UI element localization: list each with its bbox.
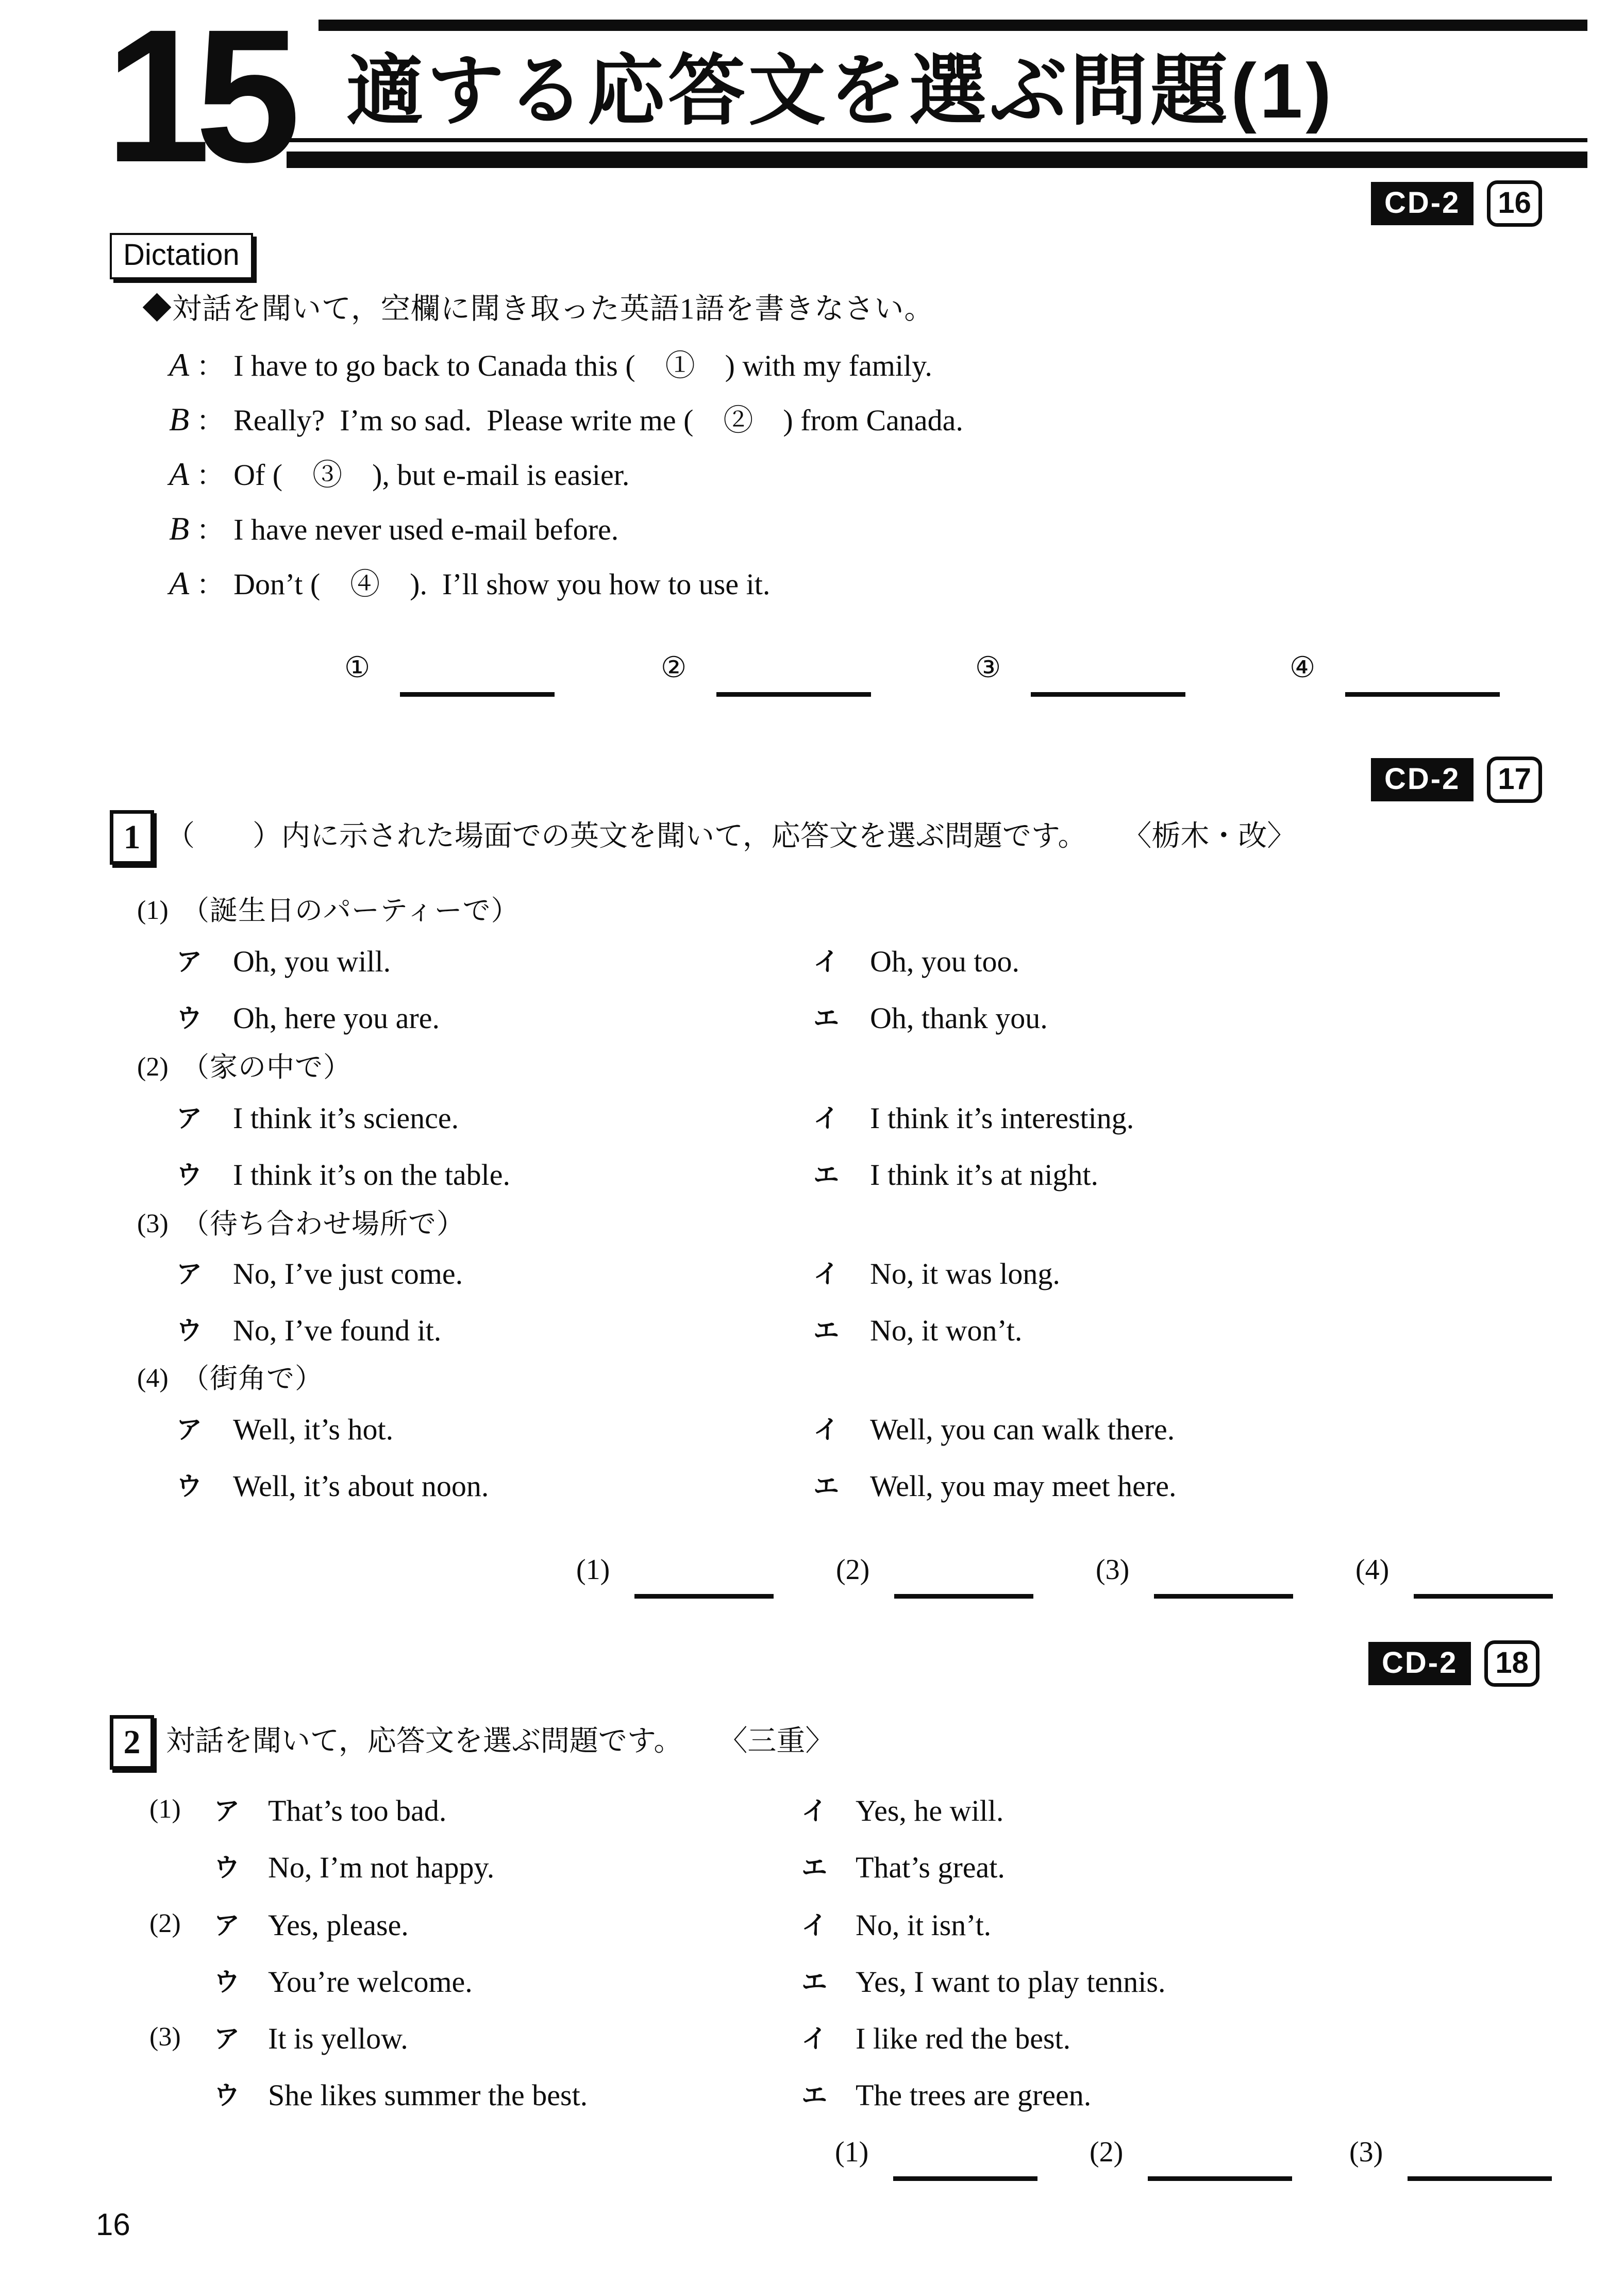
option-key: イ	[801, 1911, 827, 1940]
cd-label: CD-2	[1371, 758, 1474, 801]
option-key: ウ	[176, 1004, 202, 1033]
option-text: No, it was long.	[870, 1257, 1060, 1290]
cd-badge-17	[1371, 757, 1542, 803]
option-key: ウ	[176, 1316, 202, 1345]
option-text: The trees are green.	[856, 2078, 1092, 2112]
answer-blank-4	[1290, 653, 1500, 697]
speaker-colon: ：	[196, 406, 225, 437]
question-scene: （街角で）	[181, 1363, 323, 1394]
blank-line	[894, 1589, 1033, 1599]
answer-blank-s1-4	[1355, 1555, 1553, 1599]
option-text: I like red the best.	[856, 2022, 1071, 2055]
option-key: ア	[176, 1104, 202, 1133]
option-text: You’re welcome.	[268, 1965, 473, 1999]
option-key: イ	[813, 1104, 839, 1133]
option-key: イ	[801, 1797, 827, 1825]
option-text: That’s great.	[856, 1851, 1005, 1884]
dialogue-line	[169, 559, 770, 609]
option-text: Well, you can walk there.	[870, 1413, 1175, 1446]
cd-track-number: 16	[1487, 180, 1542, 227]
option-key: エ	[813, 1004, 839, 1033]
blank-label: (2)	[1090, 2136, 1124, 2168]
answer-blank-3	[975, 653, 1185, 697]
dialogue-text: Don’t ( ④ ). I’ll show you how to use it.	[233, 567, 771, 601]
option-text: No, it isn’t.	[856, 1908, 992, 1942]
option-key: ア	[214, 1797, 240, 1825]
dialogue-text: Really? I’m so sad. Please write me ( ② ) from Canada.	[233, 404, 963, 437]
question-scene: （誕生日のパーティーで）	[181, 895, 520, 926]
option-text: Well, you may meet here.	[870, 1469, 1177, 1503]
option-key: エ	[813, 1472, 839, 1501]
unit-number: 15	[105, 0, 286, 202]
option-key: エ	[813, 1161, 839, 1189]
speaker-colon: ：	[196, 515, 225, 546]
option-key: ア	[176, 1260, 202, 1288]
option-key: イ	[813, 1415, 839, 1444]
option-text: I think it’s science.	[233, 1101, 459, 1135]
section-intro-text: （ ）内に示された場面での英文を聞いて，応答文を選ぶ問題です。	[166, 820, 1087, 852]
title-rule-thin	[287, 138, 1587, 142]
blank-line	[1154, 1589, 1293, 1599]
option-key: イ	[813, 947, 839, 976]
dialogue-line	[169, 340, 932, 391]
unit-title: 適する応答文を選ぶ問題(1)	[346, 47, 1335, 134]
option-text: Oh, here you are.	[233, 1001, 440, 1035]
option-text: Oh, you will.	[233, 945, 391, 978]
speaker-colon: ：	[196, 460, 225, 491]
section-1-intro-row	[166, 818, 1296, 854]
dialogue-text: I have to go back to Canada this ( ① ) with my family.	[233, 349, 932, 382]
option-text: That’s too bad.	[268, 1794, 447, 1827]
option-key: イ	[801, 2024, 827, 2053]
option-key: イ	[813, 1260, 839, 1288]
blank-line	[1148, 2171, 1292, 2181]
option-text: No, I’m not happy.	[268, 1851, 495, 1884]
blank-label: (2)	[836, 1554, 870, 1586]
blank-label: (3)	[1349, 2136, 1383, 2168]
option-text: I think it’s interesting.	[870, 1101, 1134, 1135]
blank-line	[1414, 1589, 1553, 1599]
blank-label: ④	[1290, 651, 1316, 684]
option-key: エ	[813, 1316, 839, 1345]
question-scene: （家の中で）	[181, 1052, 351, 1083]
answer-blank-s1-1	[576, 1555, 774, 1599]
option-text: She likes summer the best.	[268, 2078, 588, 2112]
title-rule-thick	[287, 152, 1587, 168]
answer-blank-s2-2	[1090, 2138, 1292, 2181]
blank-label: (3)	[1096, 1554, 1130, 1586]
answer-blank-s1-3	[1096, 1555, 1293, 1599]
option-key: ア	[176, 1415, 202, 1444]
dictation-label: Dictation	[110, 233, 253, 279]
option-key: エ	[801, 1853, 827, 1882]
dialogue-line	[169, 449, 629, 500]
option-key: ウ	[176, 1161, 202, 1189]
question-number: (1)	[137, 896, 169, 925]
section-1-number-box: 1	[110, 810, 154, 865]
speaker-colon: ：	[196, 351, 225, 382]
blank-line	[1345, 687, 1500, 697]
option-text: No, it won’t.	[870, 1314, 1023, 1347]
answer-blank-1	[344, 653, 555, 697]
blank-line	[1031, 687, 1185, 697]
blank-line	[634, 1589, 774, 1599]
option-text: No, I’ve just come.	[233, 1257, 463, 1290]
option-text: Well, it’s about noon.	[233, 1469, 489, 1503]
speaker-label: B	[169, 401, 190, 438]
cd-track-number: 18	[1484, 1640, 1539, 1687]
blank-line	[893, 2171, 1037, 2181]
question-number: (2)	[137, 1052, 169, 1082]
question-number: (3)	[137, 1209, 169, 1238]
option-text: Oh, thank you.	[870, 1001, 1048, 1035]
dialogue-line	[169, 395, 963, 445]
option-key: エ	[801, 1968, 827, 1996]
blank-label: ①	[344, 651, 371, 684]
question-number: (2)	[149, 1909, 181, 1938]
blank-label: (1)	[835, 2136, 869, 2168]
blank-label: (1)	[576, 1554, 610, 1586]
blank-line	[1408, 2171, 1552, 2181]
option-key: ウ	[214, 2081, 240, 2110]
option-key: ア	[214, 1911, 240, 1940]
section-2-number-box: 2	[110, 1715, 154, 1770]
section-source: 〈三重〉	[718, 1725, 834, 1757]
option-key: ア	[214, 2024, 240, 2053]
option-text: It is yellow.	[268, 2022, 408, 2055]
cd-label: CD-2	[1368, 1642, 1471, 1685]
question-scene: （待ち合わせ場所で）	[181, 1208, 465, 1239]
option-key: ア	[176, 947, 202, 976]
section-source: 〈栃木・改〉	[1123, 820, 1296, 852]
question-number: (4)	[137, 1364, 169, 1393]
option-text: Yes, he will.	[856, 1794, 1004, 1827]
speaker-label: A	[169, 346, 190, 383]
dialogue-text: Of ( ③ ), but e-mail is easier.	[233, 458, 630, 492]
dialogue-line	[169, 504, 618, 555]
option-text: Well, it’s hot.	[233, 1413, 394, 1446]
section-intro-text: 対話を聞いて，応答文を選ぶ問題です。	[166, 1725, 683, 1757]
speaker-label: A	[169, 456, 190, 492]
blank-line	[716, 687, 871, 697]
dialogue-text: I have never used e-mail before.	[233, 513, 619, 546]
option-text: No, I’ve found it.	[233, 1314, 442, 1347]
answer-blank-s2-1	[835, 2138, 1037, 2181]
answer-blank-s1-2	[836, 1555, 1033, 1599]
blank-label: (4)	[1355, 1554, 1389, 1586]
blank-label: ③	[975, 651, 1001, 684]
blank-label: ②	[661, 651, 687, 684]
section-2-intro-row	[166, 1723, 834, 1759]
answer-blank-2	[661, 653, 871, 697]
option-key: ウ	[214, 1853, 240, 1882]
option-text: Yes, please.	[268, 1908, 409, 1942]
option-text: I think it’s at night.	[870, 1158, 1099, 1191]
option-key: ウ	[176, 1472, 202, 1501]
cd-badge-16	[1371, 180, 1542, 227]
speaker-colon: ：	[196, 569, 225, 600]
page-number: 16	[96, 2207, 130, 2242]
option-key: エ	[801, 2081, 827, 2110]
question-number: (3)	[149, 2022, 181, 2052]
option-text: Oh, you too.	[870, 945, 1019, 978]
speaker-label: B	[169, 510, 190, 547]
option-text: I think it’s on the table.	[233, 1158, 511, 1191]
answer-blank-s2-3	[1349, 2138, 1552, 2181]
question-number: (1)	[149, 1794, 181, 1824]
title-rule-top	[319, 20, 1587, 31]
dictation-instruction: ◆対話を聞いて，空欄に聞き取った英語1語を書きなさい。	[142, 293, 934, 325]
cd-track-number: 17	[1487, 757, 1542, 803]
option-key: ウ	[214, 1968, 240, 1996]
cd-label: CD-2	[1371, 182, 1474, 225]
speaker-label: A	[169, 565, 190, 601]
option-text: Yes, I want to play tennis.	[856, 1965, 1166, 1999]
blank-line	[400, 687, 555, 697]
cd-badge-18	[1368, 1640, 1539, 1687]
